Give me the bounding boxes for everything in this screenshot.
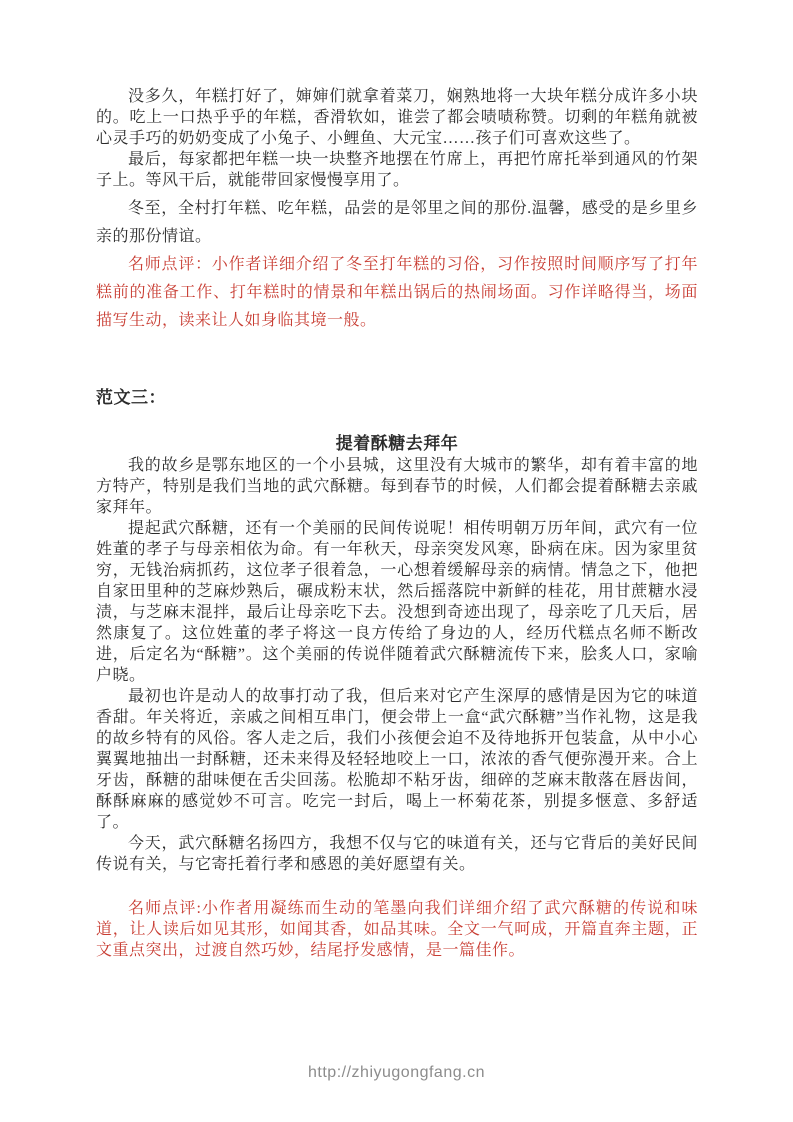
footer-url: http://zhiyugongfang.cn <box>308 1064 485 1081</box>
section-heading: 范文三： <box>96 388 166 407</box>
teacher-comment: 名师点评:小作者用凝练而生动的笔墨向我们详细介绍了武穴酥糖的传说和味道，让人读后如见其形，如闻其香，如品其味。全文一气呵成，开篇直奔主题，正文重点突出，过渡自然巧妙，结尾抒发感情，是一篇佳作。 <box>96 900 698 959</box>
essay3-paragraph: 提起武穴酥糖，还有一个美丽的民间传说呢！相传明朝万历年间，武穴有一位姓董的孝子与母亲相依为命。有一年秋天，母亲突发风寒，卧病在床。因为家里贫穷，无钱治病抓药，这位孝子很着急，一心想着缓解母亲的病情。情急之下，他把自家田里种的芝麻炒熟后，碾成粉末状，然后摇落院中新鲜的桂花，用甘蔗糖水浸渍，与芝麻末混拌，最后让母亲吃下去。没想到奇迹出现了，母亲吃了几天后，居然康复了。这位姓董的孝子将这一良方传给了身边的人，经历代糕点名师不断改进，后定名为“酥糖”。这个美丽的传说伴随着武穴酥糖流传下来，脍炙人口，家喻户晓。 <box>96 520 698 684</box>
document-content <box>96 86 698 961</box>
teacher-comment: 名师点评：小作者详细介绍了冬至打年糕的习俗，习作按照时间顺序写了打年糕前的准备工作、打年糕时的情景和年糕出锅后的热闹场面。习作详略得当，场面描写生动，读来让人如身临其境一般。 <box>96 256 698 329</box>
essay2-paragraph: 冬至，全村打年糕、吃年糕，品尝的是邻里之间的那份.温馨，感受的是乡里乡亲的那份情谊。 <box>96 200 698 245</box>
essay2-paragraph: 最后，每家都把年糕一块一块整齐地摆在竹席上，再把竹席托举到通风的竹架子上。等风干后，就能带回家慢慢享用了。 <box>96 151 698 189</box>
essay3-paragraph: 今天，武穴酥糖名扬四方，我想不仅与它的味道有关，还与它背后的美好民间传说有关，与它寄托着行孝和感恩的美好愿望有关。 <box>96 835 698 873</box>
essay3-paragraph: 我的故乡是鄂东地区的一个小县城，这里没有大城市的繁华，却有着丰富的地方特产，特别是我们当地的武穴酥糖。每到春节的时候，人们都会提着酥糖去亲戚家拜年。 <box>96 457 698 516</box>
essay3-paragraph: 最初也许是动人的故事打动了我，但后来对它产生深厚的感情是因为它的味道香甜。年关将近，亲戚之间相互串门，便会带上一盒“武穴酥糖”当作礼物，这是我的故乡特有的风俗。客人走之后，我们小孩便会迫不及待地拆开包装盒，从中小心翼翼地抽出一封酥糖，还未来得及轻轻地咬上一口，浓浓的香气便弥漫开来。合上牙齿，酥糖的甜味便在舌尖回荡。松脆却不粘牙齿，细碎的芝麻末散落在唇齿间，酥酥麻麻的感觉妙不可言。吃完一封后，喝上一杯菊花茶，别提多惬意、多舒适了。 <box>96 688 698 831</box>
essay2-paragraph: 没多久，年糕打好了，婶婶们就拿着菜刀，娴熟地将一大块年糕分成许多小块的。吃上一口热乎乎的年糕，香滑软如，谁尝了都会啧啧称赞。切剩的年糕角就被心灵手巧的奶奶变成了小兔子、小鲤鱼、大元宝……孩子们可喜欢这些了。 <box>96 88 698 147</box>
essay-title: 提着酥糖去拜年 <box>335 434 459 453</box>
